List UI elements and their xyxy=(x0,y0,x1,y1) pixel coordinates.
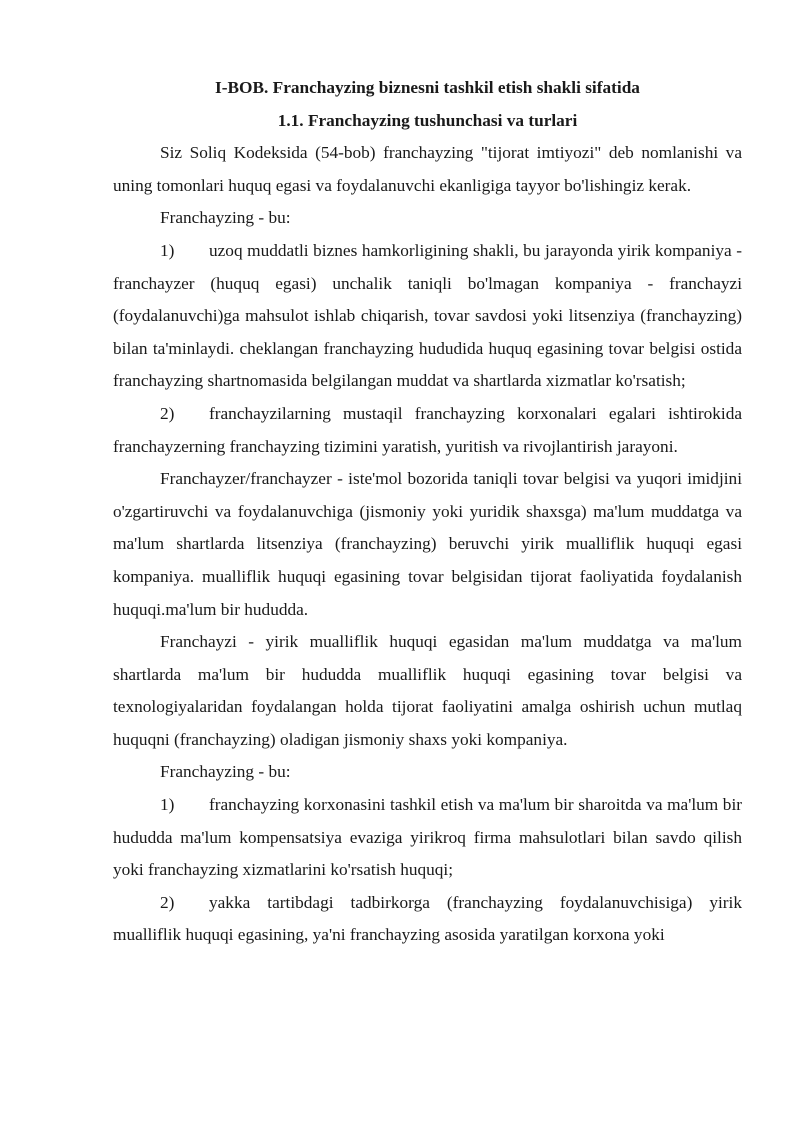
list-item-text: uzoq muddatli biznes hamkorligining shakli, bu jarayonda yirik kompaniya - franchayzer (huquq egasi) unchalik taniqli bo'lmagan kompaniya - franchayzi (foydalanuvchi)ga mahsulot ishlab chiqarish, tovar savdosi yoki litsenziya (franchayzing) bilan ta'minlaydi. cheklangan franchayzing hududida huquq egasining tovar belgisi ostida franchayzing shartnomasida belgilangan muddat va shartlarda xizmatlar ko'rsatish; xyxy=(113,240,742,391)
list-item-number: 1) xyxy=(160,240,175,260)
list-item-number: 1) xyxy=(160,795,175,815)
document-page xyxy=(113,72,742,952)
franchayzer-definition: Franchayzer/franchayzer - iste'mol bozorida taniqli tovar belgisi va yuqori imidjini o'zgartiruvchi va foydalanuvchiga (jismoniy yoki yuridik shaxsga) ma'lum muddatga va ma'lum shartlarda litsenziya (franchayzing) beruvchi yirik mualliflik huquqi egasi kompaniya. mualliflik huquqi egasining tovar belgisidan tijorat faoliyatida foydalanish huquqi.ma'lum bir hududda. xyxy=(113,469,742,619)
section-title: 1.1. Franchayzing tushunchasi va turlari xyxy=(277,110,578,130)
list-item-text: yakka tartibdagi tadbirkorga (franchayzing foydalanuvchisiga) yirik mualliflik huquqi egasining, ya'ni franchayzing asosida yaratilgan korxona yoki xyxy=(113,892,742,945)
list-item-number: 2) xyxy=(160,892,175,912)
list-item xyxy=(113,789,742,887)
list-item-number: 2) xyxy=(160,403,175,423)
list-item-text: franchayzing korxonasini tashkil etish va ma'lum bir sharoitda va ma'lum bir hududda ma'lum kompensatsiya evaziga yirikroq firma mahsulotlari bilan savdo qilish yoki franchayzing xizmatlarini ko'rsatish huquqi; xyxy=(113,795,742,880)
chapter-title: I-BOB. Franchayzing biznesni tashkil etish shakli sifatida xyxy=(215,78,640,97)
definition-label: Franchayzing - bu: xyxy=(160,762,291,782)
list-item xyxy=(113,235,742,398)
list-item xyxy=(113,887,742,952)
franchayzi-definition: Franchayzi - yirik mualliflik huquqi egasidan ma'lum muddatga va ma'lum shartlarda ma'lum bir hududda mualliflik huquqi egasining tovar belgisi va texnologiyalaridan foydalangan holda tijorat faoliyatini amalga oshirish uchun mutlaq huquqni (franchayzing) oladigan jismoniy shaxs yoki kompaniya. xyxy=(113,632,742,749)
list-item xyxy=(113,398,742,463)
definition-label: Franchayzing - bu: xyxy=(160,208,291,228)
list-item-text: franchayzilarning mustaqil franchayzing korxonalari egalari ishtirokida franchayzerning franchayzing tizimini yaratish, yuritish va rivojlantirish jarayoni. xyxy=(113,403,742,456)
intro-paragraph: Siz Soliq Kodeksida (54-bob) franchayzing "tijorat imtiyozi" deb nomlanishi va uning tomonlari huquq egasi va foydalanuvchi ekanligiga tayyor bo'lishingiz kerak. xyxy=(113,143,742,195)
